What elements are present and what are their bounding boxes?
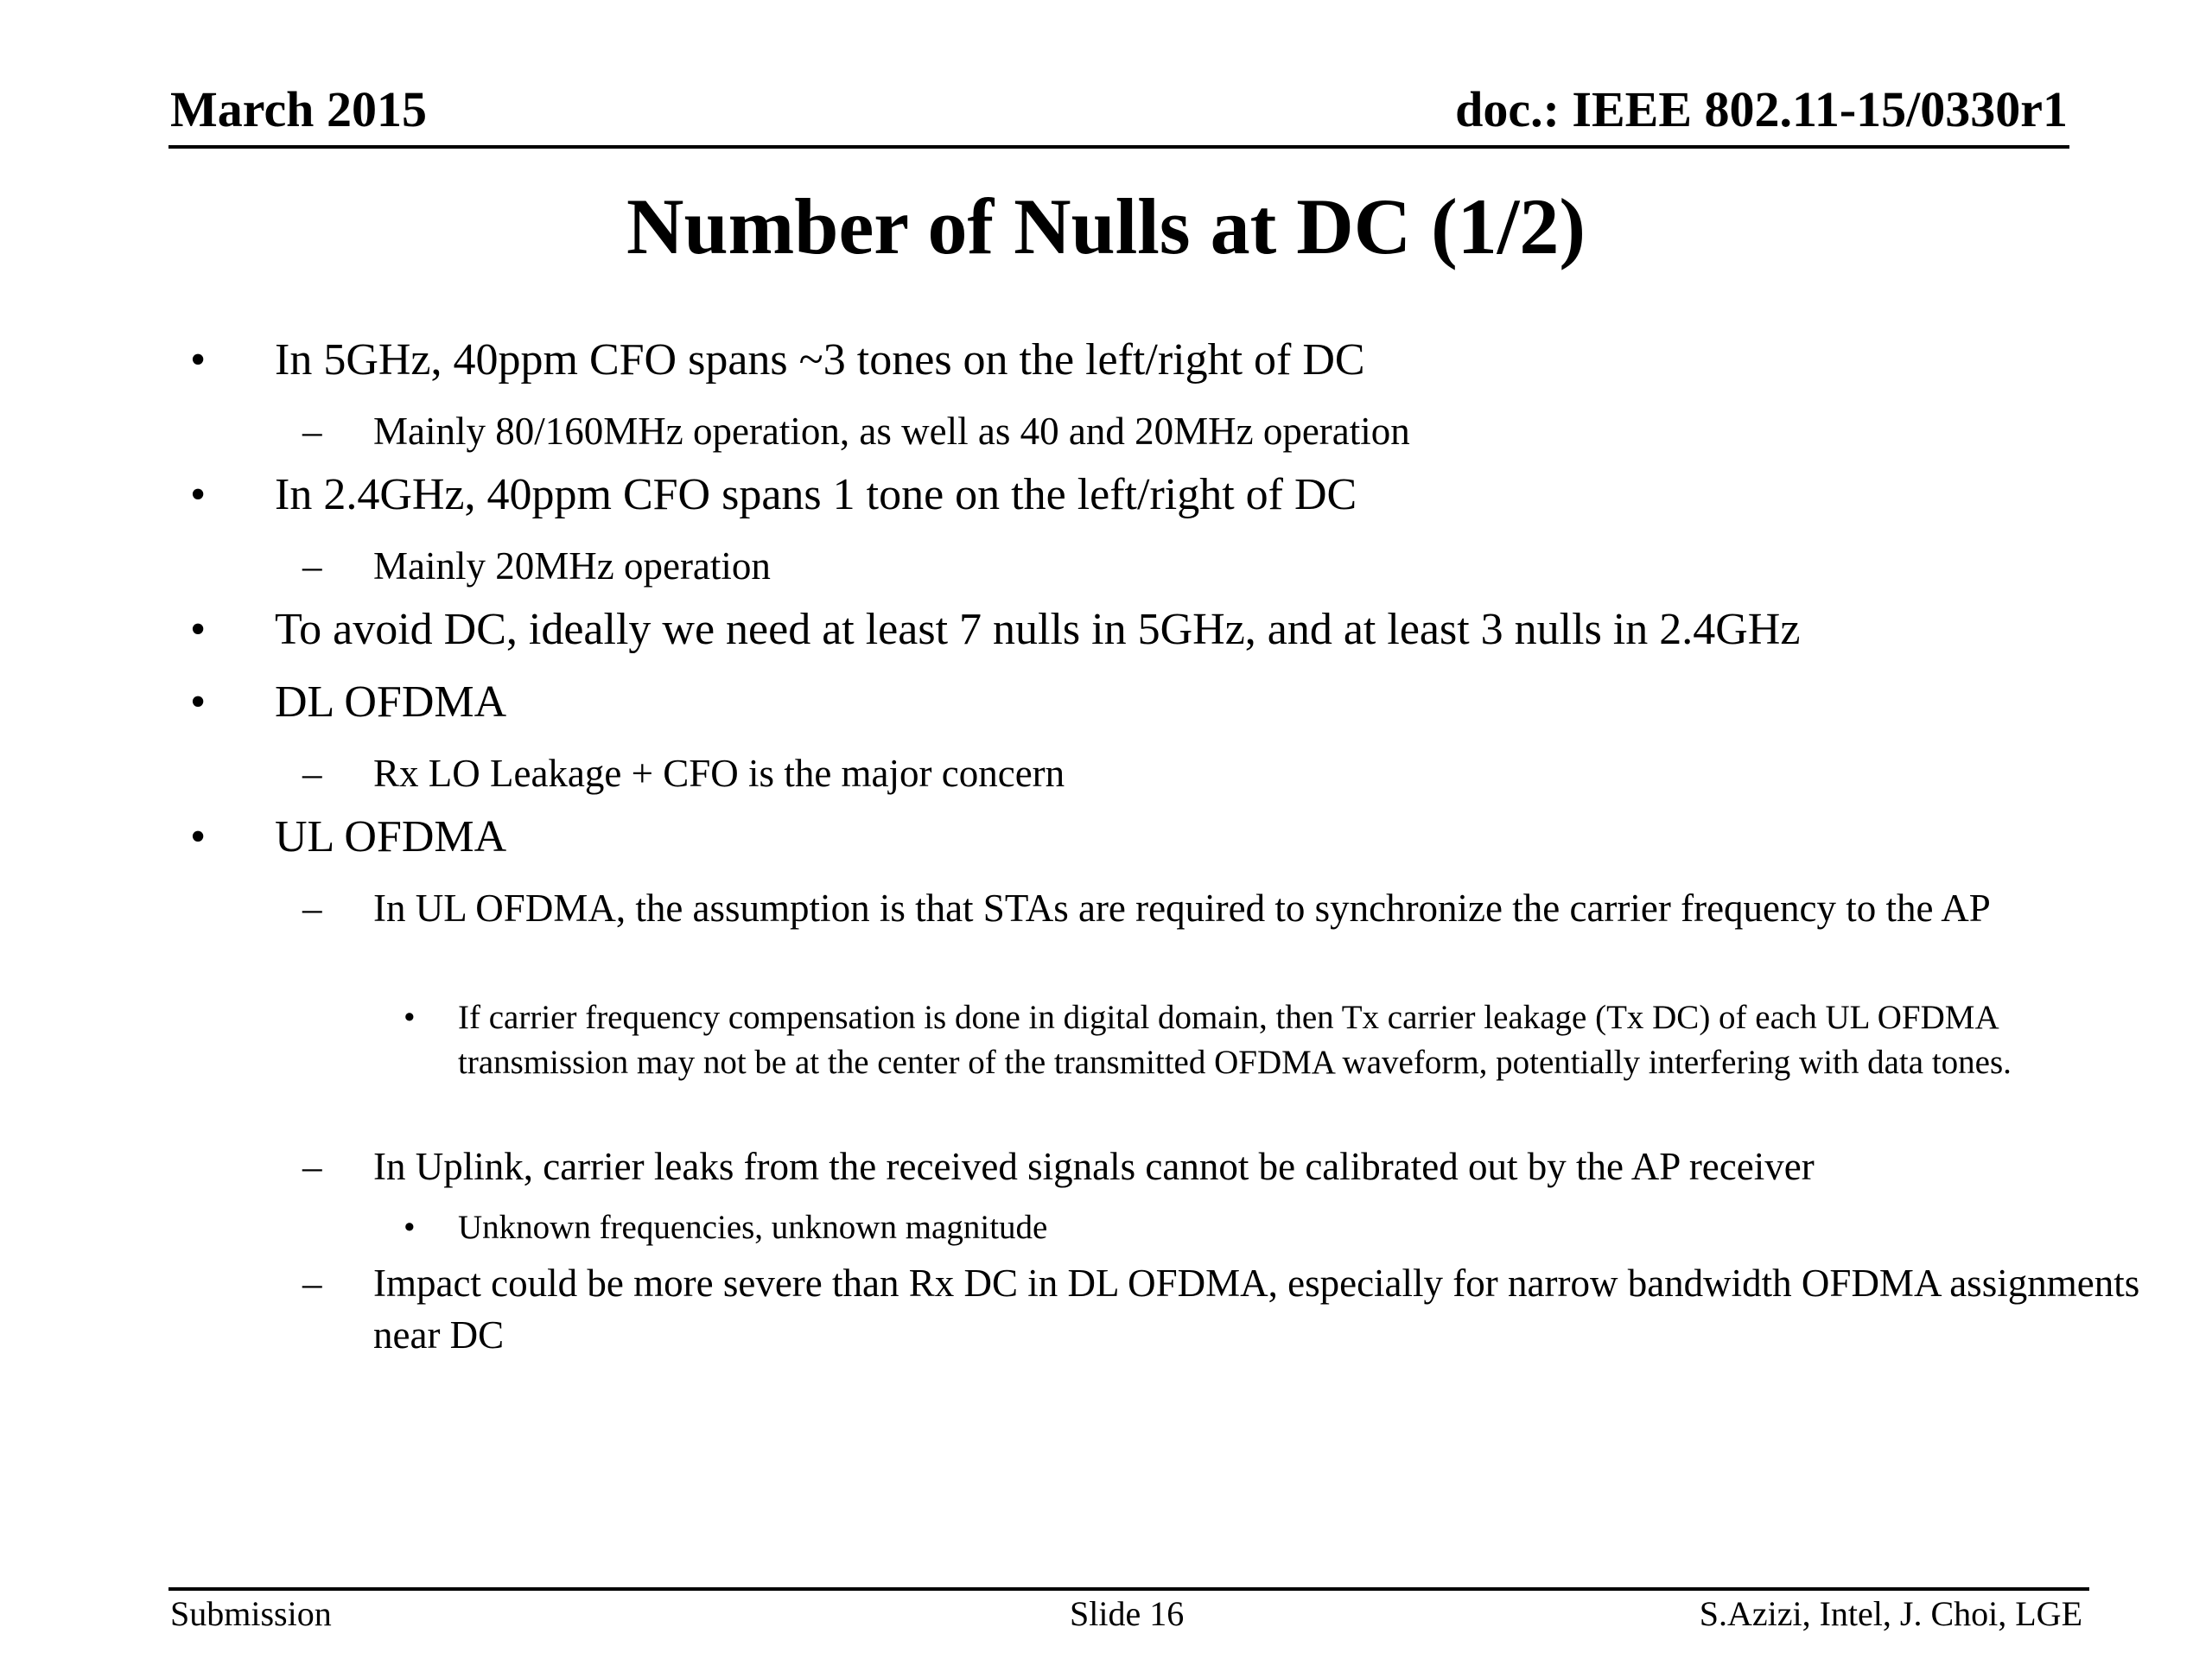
header-date: March 2015 [170, 81, 427, 137]
bullet-text: Mainly 20MHz operation [373, 544, 771, 588]
bullet-text: In Uplink, carrier leaks from the received signals cannot be calibrated out by the AP receiver [373, 1145, 1815, 1188]
bullet-text: Mainly 80/160MHz operation, as well as 40 and 20MHz operation [373, 410, 1410, 453]
bullet-text: Rx LO Leakage + CFO is the major concern [373, 752, 1065, 795]
footer-submission: Submission [170, 1594, 332, 1633]
header-divider [168, 145, 2069, 149]
bullet-marker: – [302, 410, 322, 453]
bullet-marker: – [302, 1145, 322, 1188]
bullet-text: Unknown frequencies, unknown magnitude [458, 1209, 1048, 1246]
bullet-marker: • [190, 470, 207, 519]
bullet-text: If carrier frequency compensation is done in digital domain, then Tx carrier leakage (Tx DC) of each UL OFDMA transmission may not be at the center of the transmitted OFDMA waveform, potentially interfering with data tones. [458, 999, 2012, 1081]
bullet-marker: – [302, 544, 322, 588]
bullet-marker: – [302, 1262, 322, 1305]
bullet-marker: – [302, 887, 322, 930]
slide-title: Number of Nulls at DC (1/2) [626, 182, 1586, 270]
bullet-text: In 2.4GHz, 40ppm CFO spans 1 tone on the left/right of DC [275, 470, 1357, 519]
footer-authors: S.Azizi, Intel, J. Choi, LGE [1699, 1594, 2082, 1633]
bullet-text: DL OFDMA [275, 677, 507, 727]
bullet-marker: • [190, 605, 207, 654]
bullet-marker: • [190, 335, 207, 385]
footer-divider [168, 1587, 2089, 1591]
bullet-text: UL OFDMA [275, 812, 507, 861]
bullet-text: In 5GHz, 40ppm CFO spans ~3 tones on the left/right of DC [275, 335, 1365, 385]
bullet-marker: • [190, 812, 207, 861]
bullet-text: Impact could be more severe than Rx DC in DL OFDMA, especially for narrow bandwidth OFDMA assignments near DC [373, 1262, 2140, 1357]
bullet-text: In UL OFDMA, the assumption is that STAs are required to synchronize the carrier frequency to the AP [373, 887, 1991, 930]
footer-slide-number: Slide 16 [1070, 1594, 1185, 1633]
header-doc-id: doc.: IEEE 802.11-15/0330r1 [1455, 81, 2068, 137]
bullet-marker: – [302, 752, 322, 795]
bullet-marker: • [404, 1209, 416, 1246]
bullet-marker: • [404, 999, 416, 1036]
bullet-marker: • [190, 677, 207, 727]
bullet-text: To avoid DC, ideally we need at least 7 nulls in 5GHz, and at least 3 nulls in 2.4GHz [275, 605, 1801, 654]
